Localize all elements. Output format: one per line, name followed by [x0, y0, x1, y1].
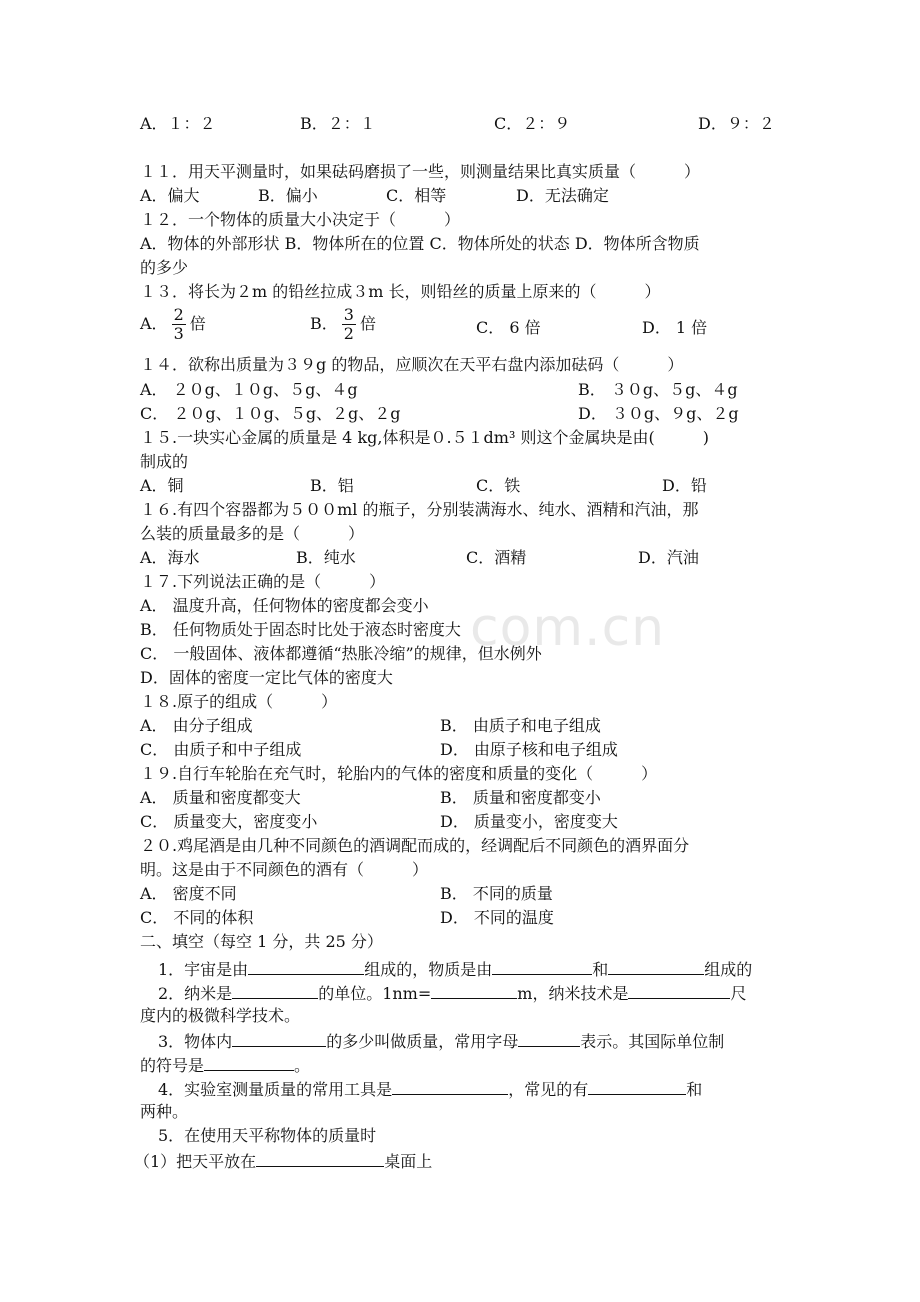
fill-q3	[158, 1030, 724, 1052]
q12-options: A．物体的外部形状 B．物体所在的位置 C．物体所处的状态 D．物体所含物质	[140, 234, 700, 253]
q19-option-d: D． 质量变小，密度变大	[440, 812, 618, 831]
fill-q2	[158, 982, 746, 1004]
q14-option-d: D． ３０g、９g、２g	[578, 404, 739, 423]
fill-q3-text-2: 的多少叫做质量，常用字母	[326, 1032, 519, 1051]
q20-stem: ２０.鸡尾酒是由几种不同颜色的酒调配而成的，经调配后不同颜色的酒界面分	[140, 836, 690, 855]
q17-option-d: D．固体的密度一定比气体的密度大	[140, 668, 393, 687]
q15-stem: １５.一块实心金属的质量是 4 kg,体积是０.５１dm³ 则这个金属块是由( )	[140, 428, 709, 447]
q20-option-b: B． 不同的质量	[440, 884, 553, 903]
q15-option-d: D．铅	[662, 476, 707, 495]
q15-option-b: B．铝	[310, 476, 354, 495]
q20-stem-cont: 明。这是由于不同颜色的酒有（ ）	[140, 860, 429, 879]
q13-a-suffix: 倍	[189, 314, 206, 333]
q11-option-c: C．相等	[386, 186, 447, 205]
fill-q1-text-2: 组成的，物质是由	[364, 960, 493, 979]
q16-stem-cont: 么装的质量最多的是（ ）	[140, 524, 365, 543]
q14-option-c: C． ２０g、１０g、５g、２g、２g	[140, 404, 401, 423]
q16-option-b: B．纯水	[296, 548, 356, 567]
q14-option-a: A． ２０g、１０g、５g、４g	[140, 380, 358, 399]
q19-option-c: C． 质量变大，密度变小	[140, 812, 318, 831]
q19-option-a: A． 质量和密度都变大	[140, 788, 301, 807]
q15-option-c: C．铁	[476, 476, 521, 495]
fill-q2-blank-3[interactable]	[628, 982, 730, 999]
fill-q4	[158, 1078, 702, 1100]
q13-b-fraction	[342, 306, 356, 343]
q18-option-d: D． 由原子核和电子组成	[440, 740, 618, 759]
q11-option-d: D．无法确定	[516, 186, 609, 205]
q13-option-c: C． 6 倍	[476, 318, 541, 337]
q16-option-d: D．汽油	[638, 548, 699, 567]
q10-option-d: D．９：２	[698, 114, 775, 133]
q13-option-b	[310, 306, 376, 343]
q11-option-b: B．偏小	[258, 186, 318, 205]
q20-option-a: A． 密度不同	[140, 884, 237, 903]
q16-stem: １６.有四个容器都为５００ml 的瓶子，分别装满海水、纯水、酒精和汽油，那	[140, 500, 699, 519]
fill-q1-blank-2[interactable]	[492, 958, 592, 975]
q13-stem: １３．将长为２m 的铅丝拉成３m 长，则铅丝的质量上原来的（ ）	[140, 282, 661, 301]
fill-q4-text-2: ，常见的有	[508, 1080, 589, 1099]
fill-q4-blank-2[interactable]	[588, 1078, 686, 1095]
fill-q2-text-3: m，纳米技术是	[517, 984, 629, 1003]
q13-a-prefix: A．	[140, 314, 168, 333]
fill-q2-cont: 度内的极微科学技术。	[140, 1006, 301, 1025]
fill-q2-blank-1[interactable]	[232, 982, 318, 999]
q13-option-a	[140, 306, 206, 343]
q18-option-b: B． 由质子和电子组成	[440, 716, 601, 735]
fill-q1-blank-1[interactable]	[248, 958, 364, 975]
q13-a-numerator: 2	[173, 305, 184, 324]
q18-option-c: C． 由质子和中子组成	[140, 740, 302, 759]
q15-option-a: A．铜	[140, 476, 184, 495]
q15-stem-cont: 制成的	[140, 452, 189, 471]
q17-option-b: B． 任何物质处于固态时比处于液态时密度大	[140, 620, 461, 639]
q19-option-b: B． 质量和密度都变小	[440, 788, 601, 807]
fill-q2-blank-2[interactable]	[431, 982, 517, 999]
fill-q1-text-3: 和	[592, 960, 609, 979]
q13-a-fraction	[172, 306, 186, 343]
q10-option-a: A．１：２	[140, 114, 216, 133]
q13-b-prefix: B．	[310, 314, 338, 333]
fill-q4-cont: 两种。	[140, 1102, 189, 1121]
q14-stem: １４．欲称出质量为３９g 的物品，应顺次在天平右盘内添加砝码（ ）	[140, 355, 684, 374]
q11-option-a: A．偏大	[140, 186, 200, 205]
fill-q2-text-4: 尺	[730, 984, 747, 1003]
fill-q3-blank-3[interactable]	[204, 1054, 294, 1071]
q18-stem: １８.原子的组成（ ）	[140, 692, 338, 711]
q20-option-c: C． 不同的体积	[140, 908, 254, 927]
q10-option-c: C．２：９	[494, 114, 571, 133]
fill-q3-blank-1[interactable]	[232, 1030, 326, 1047]
q13-b-numerator: 3	[343, 305, 354, 324]
q19-stem: １９.自行车轮胎在充气时，轮胎内的气体的密度和质量的变化（ ）	[140, 764, 658, 783]
q13-b-denominator: 2	[343, 324, 354, 343]
q18-option-a: A． 由分子组成	[140, 716, 253, 735]
fill-q3-blank-2[interactable]	[518, 1030, 580, 1047]
q11-stem: １１．用天平测量时，如果砝码磨损了一些，则测量结果比真实质量（ ）	[140, 162, 701, 181]
fill-q1	[158, 958, 752, 980]
section-fill-title: 二、填空（每空 1 分，共 25 分）	[140, 932, 383, 951]
fill-q1-text-1: 1．宇宙是由	[158, 960, 249, 979]
q12-options-cont: 的多少	[140, 258, 189, 277]
q14-option-b: B． ３０g、５g、４g	[578, 380, 738, 399]
q13-option-d: D． 1 倍	[642, 318, 708, 337]
fill-q5-text-1: （1）把天平放在	[134, 1152, 257, 1171]
fill-q3-cont	[140, 1054, 310, 1076]
fill-q5-text-2: 桌面上	[384, 1152, 433, 1171]
fill-q3-text-4: 的符号是	[140, 1056, 205, 1075]
q17-option-c: C． 一般固体、液体都遵循“热胀冷缩”的规律，但水例外	[140, 644, 542, 663]
fill-q1-blank-3[interactable]	[608, 958, 704, 975]
fill-q4-text-3: 和	[686, 1080, 703, 1099]
fill-q2-text-2: 的单位。1nm=	[318, 984, 432, 1003]
fill-q4-blank-1[interactable]	[392, 1078, 508, 1095]
q16-option-c: C．酒精	[466, 548, 527, 567]
fill-q3-text-3: 表示。其国际单位制	[580, 1032, 725, 1051]
fill-q2-text-1: 2．纳米是	[158, 984, 233, 1003]
fill-q3-text-1: 3．物体内	[158, 1032, 233, 1051]
q13-b-suffix: 倍	[359, 314, 376, 333]
q17-stem: １７.下列说法正确的是（ ）	[140, 572, 386, 591]
watermark: com.cn	[470, 598, 666, 658]
q16-option-a: A．海水	[140, 548, 200, 567]
q13-a-denominator: 3	[173, 324, 184, 343]
fill-q3-text-5: 。	[294, 1056, 311, 1075]
fill-q5-blank-1[interactable]	[256, 1150, 384, 1167]
fill-q5-sub1	[134, 1150, 432, 1172]
fill-q1-text-4: 组成的	[704, 960, 753, 979]
q10-option-b: B．２：１	[300, 114, 376, 133]
fill-q4-text-1: 4．实验室测量质量的常用工具是	[158, 1080, 393, 1099]
q20-option-d: D． 不同的温度	[440, 908, 554, 927]
fill-q5: 5．在使用天平称物体的质量时	[158, 1126, 377, 1145]
q17-option-a: A． 温度升高，任何物体的密度都会变小	[140, 596, 429, 615]
q12-stem: １２．一个物体的质量大小决定于（ ）	[140, 210, 461, 229]
